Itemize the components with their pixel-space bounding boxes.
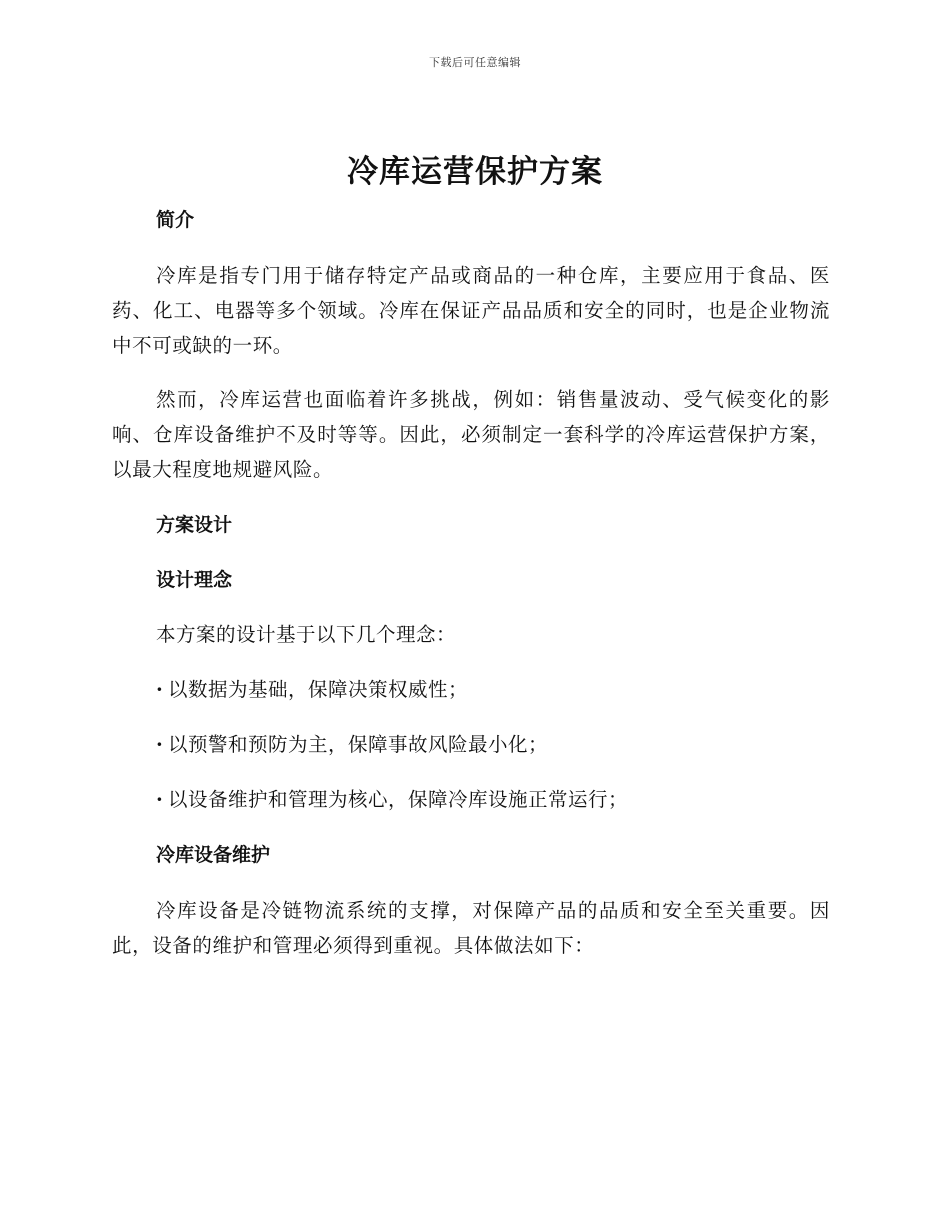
document-title: 冷库运营保护方案 xyxy=(347,154,603,190)
concept-intro: 本方案的设计基于以下几个理念： xyxy=(156,623,457,646)
list-item xyxy=(112,728,830,762)
subsection-heading-concept: 设计理念 xyxy=(156,569,233,591)
header-note: 下载后可任意编辑 xyxy=(429,56,521,69)
subsection-heading-maintenance: 冷库设备维护 xyxy=(156,844,271,866)
list-item xyxy=(112,673,830,707)
list-item-text: 以预警和预防为主，保障事故风险最小化； xyxy=(168,733,549,756)
intro-paragraph-1: 冷库是指专门用于储存特定产品或商品的一种仓库，主要应用于食品、医药、化工、电器等多个领域。冷库在保证产品品质和安全的同时，也是企业物流中不可或缺的一环。 xyxy=(112,264,830,357)
list-item xyxy=(112,783,830,817)
section-heading-intro: 简介 xyxy=(156,209,195,231)
list-item-text: 以设备维护和管理为核心，保障冷库设施正常运行； xyxy=(168,788,629,811)
bullet-icon: · xyxy=(156,788,164,811)
bullet-icon: · xyxy=(156,678,164,701)
list-item-text: 以数据为基础，保障决策权威性； xyxy=(168,678,469,701)
maintenance-paragraph-1: 冷库设备是冷链物流系统的支撑，对保障产品的品质和安全至关重要。因此，设备的维护和管理必须得到重视。具体做法如下： xyxy=(112,899,830,957)
section-heading-design: 方案设计 xyxy=(156,514,233,536)
bullet-icon: · xyxy=(156,733,164,756)
intro-paragraph-2: 然而，冷库运营也面临着许多挑战，例如：销售量波动、受气候变化的影响、仓库设备维护不及时等等。因此，必须制定一套科学的冷库运营保护方案，以最大程度地规避风险。 xyxy=(112,388,830,481)
document-body xyxy=(112,203,830,963)
